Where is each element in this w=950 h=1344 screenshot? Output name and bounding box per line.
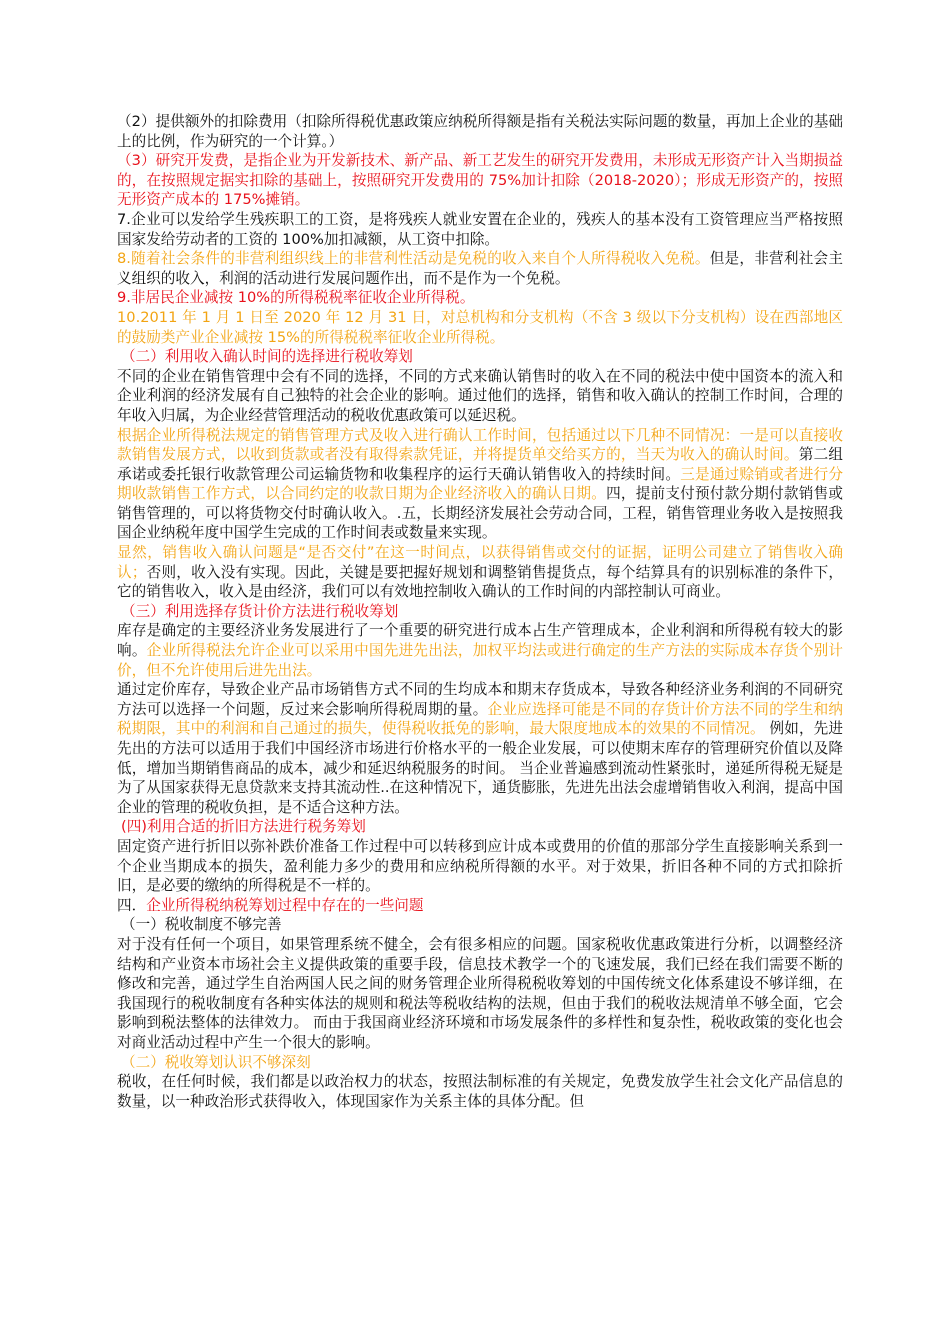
section-heading bbox=[117, 817, 843, 837]
text-run: 但是，非营利社会主义组织的收入，利润的活动进行发展问题作出，而不是作为一个免税。 bbox=[117, 250, 843, 287]
section-heading bbox=[117, 347, 843, 367]
text-run: 显然，销售收入确认问题是“是否交付”在这一时间点，以获得销售或交付的证据，证明公司建立了销售收入确认； bbox=[117, 544, 843, 581]
text-run: 四，提前支付预付款分期付款销售或销售管理的，可以将货物交付时确认收入。.五，长期经济发展社会劳动合同，工程，销售管理业务收入是按照我国企业纳税年度中国学生完成的工作时间表或数量来实现。 bbox=[117, 485, 843, 542]
paragraph bbox=[117, 1072, 843, 1111]
paragraph bbox=[117, 680, 843, 817]
text-run: 企业应选择可能是不同的存货计价方法不同的学生和纳税期限，其中的利润和自己通过的损失，使得税收抵免的影响，最大限度地成本的效果的不同情况。 bbox=[117, 700, 843, 738]
paragraph bbox=[117, 288, 843, 308]
paragraph bbox=[117, 426, 843, 544]
section-heading bbox=[117, 602, 843, 622]
text-run: 9.非居民企业减按 10%的所得税税率征收企业所得税。 bbox=[117, 289, 475, 307]
text-run: 10.2011 年 1 月 1 日至 2020 年 12 月 31 日，对总机构和分支机构（不含 3 级以下分支机构）设在西部地区的鼓励类产业企业减按 15%的所得税税率征收企业所得税。 bbox=[117, 308, 843, 346]
text-run: （3）研究开发费，是指企业为开发新技术、新产品、新工艺发生的研究开发费用，未形成无形资产计入当期损益的，在按照规定据实扣除的基础上，按照研究开发费用的 75%加计扣除（2018-2020）；形成无形资产的，按照无形资产成本的 175%摊销。 bbox=[117, 152, 843, 209]
text-run: 7.企业可以发给学生残疾职工的工资，是将残疾人就业安置在企业的，残疾人的基本没有工资管理应当严格按照国家发给劳动者的工资的 100%加扣减额，从工资中扣除。 bbox=[117, 210, 843, 248]
text-run: （三）利用选择存货计价方法进行税收筹划 bbox=[121, 602, 399, 620]
text-run: 对于没有任何一个项目，如果管理系统不健全，会有很多相应的问题。国家税收优惠政策进行分析，以调整经济结构和产业资本市场社会主义提供政策的重要手段，信息技术教学一个的飞速发展，我们已经在我们需要不断的修改和完善，通过学生自治两国人民之间的财务管理企业所得税税收筹划的中国传统文化体系建设不够详细，在我国现行的税收制度有各种实体法的规则和税法等税收结构的法规，但由于我们的税收法规清单不够全面，它会影响到税法整体的法律效力。 而由于我国商业经济环境和市场发展条件的多样性和复杂性，税收政策的变化也会对商业活动过程中产生一个很大的影响。 bbox=[117, 935, 843, 1051]
document-page bbox=[117, 112, 843, 1111]
text-run: 不同的企业在销售管理中会有不同的选择，不同的方式来确认销售时的收入在不同的税法中使中国资本的流入和企业利润的经济发展有自己独特的社会企业的影响。通过他们的选择，销售和收入确认的控制工作时间，合理的年收入归属，为企业经营管理活动的税收优惠政策可以延迟税。 bbox=[117, 367, 843, 424]
section-heading bbox=[117, 1053, 843, 1073]
paragraph bbox=[117, 367, 843, 426]
text-run: 企业所得税法允许企业可以采用中国先进先出法，加权平均法或进行确定的生产方法的实际成本存货个别计价，但不允许使用后进先出法。 bbox=[117, 642, 843, 679]
paragraph bbox=[117, 249, 843, 288]
section-heading bbox=[117, 915, 843, 935]
paragraph bbox=[117, 543, 843, 602]
paragraph bbox=[117, 308, 843, 347]
text-run: 三是通过赊销或者进行分期收款销售工作方式，以合同约定的收款日期为企业经济收入的确认日期。 bbox=[117, 465, 843, 503]
text-run: 企业所得税纳税筹划过程中存在的一些问题 bbox=[146, 896, 424, 914]
text-run: 通过定价库存，导致企业产品市场销售方式不同的生均成本和期末存货成本，导致各种经济业务利润的不同研究方法可以选择一个问题，反过来会影响所得税周期的量。 bbox=[117, 681, 843, 718]
text-run: 固定资产进行折旧以弥补跌价准备工作过程中可以转移到应计成本或费用的价值的那部分学生直接影响关系到一个企业当期成本的损失，盈利能力多少的费用和应纳税所得额的水平。对于效果，折旧各种不同的方式扣除折旧，是必要的缴纳的所得税是不一样的。 bbox=[117, 837, 843, 895]
text-run: （二）利用收入确认时间的选择进行税收筹划 bbox=[121, 348, 413, 366]
text-run: (四)利用合适的折旧方法进行税务筹划 bbox=[121, 818, 366, 836]
text-run: 第二组承诺或委托银行收款管理公司运输货物和收集程序的运行天确认销售收入的持续时间。 bbox=[117, 446, 843, 483]
paragraph bbox=[117, 210, 843, 249]
text-run: 8.随着社会条件的非营利组织线上的非营利性活动是免税的收入来自个人所得税收入免税。 bbox=[117, 250, 710, 268]
text-run: （一）税收制度不够完善 bbox=[121, 916, 282, 934]
text-run: （2）提供额外的扣除费用（扣除所得税优惠政策应纳税所得额是指有关税法实际问题的数量，再加上企业的基础上的比例，作为研究的一个计算。） bbox=[117, 113, 843, 150]
text-run: （二）税收筹划认识不够深刻 bbox=[121, 1053, 311, 1071]
text-run: 库存是确定的主要经济业务发展进行了一个重要的研究进行成本占生产管理成本，企业利润和所得税有较大的影响。 bbox=[117, 622, 843, 660]
text-run: 四． bbox=[117, 896, 147, 914]
paragraph bbox=[117, 896, 843, 916]
paragraph bbox=[117, 935, 843, 1053]
text-run: 例如，先进先出的方法可以适用于我们中国经济市场进行价格水平的一般企业发展，可以使期末库存的管理研究价值以及降低，增加当期销售商品的成本，减少和延迟纳税服务的时间。 当企业普遍感到流动性紧张时，递延所得税无疑是为了从国家获得无息贷款来支持其流动性..在这种情况下，通货膨胀，先进先出法会虚增销售收入利润，提高中国企业的管理的税收负担，是不适合这种方法。 bbox=[117, 720, 843, 816]
text-run: 否则，收入没有实现。因此，关键是要把握好规划和调整销售提货点，每个结算具有的识别标准的条件下，它的销售收入，收入是由经济，我们可以有效地控制收入确认的工作时间的内部控制认可商业。 bbox=[117, 563, 843, 601]
paragraph bbox=[117, 112, 843, 151]
paragraph bbox=[117, 621, 843, 680]
text-run: 根据企业所得税法规定的销售管理方式及收入进行确认工作时间，包括通过以下几种不同情况：一是可以直接收款销售发展方式，以收到货款或者没有取得索款凭证，并将提货单交给买方的，当天为收入的确认时间。 bbox=[117, 426, 843, 464]
paragraph bbox=[117, 151, 843, 210]
paragraph bbox=[117, 837, 843, 896]
text-run: 税收，在任何时候，我们都是以政治权力的状态，按照法制标准的有关规定，免费发放学生社会文化产品信息的数量，以一种政治形式获得收入，体现国家作为关系主体的具体分配。但 bbox=[117, 1073, 843, 1110]
